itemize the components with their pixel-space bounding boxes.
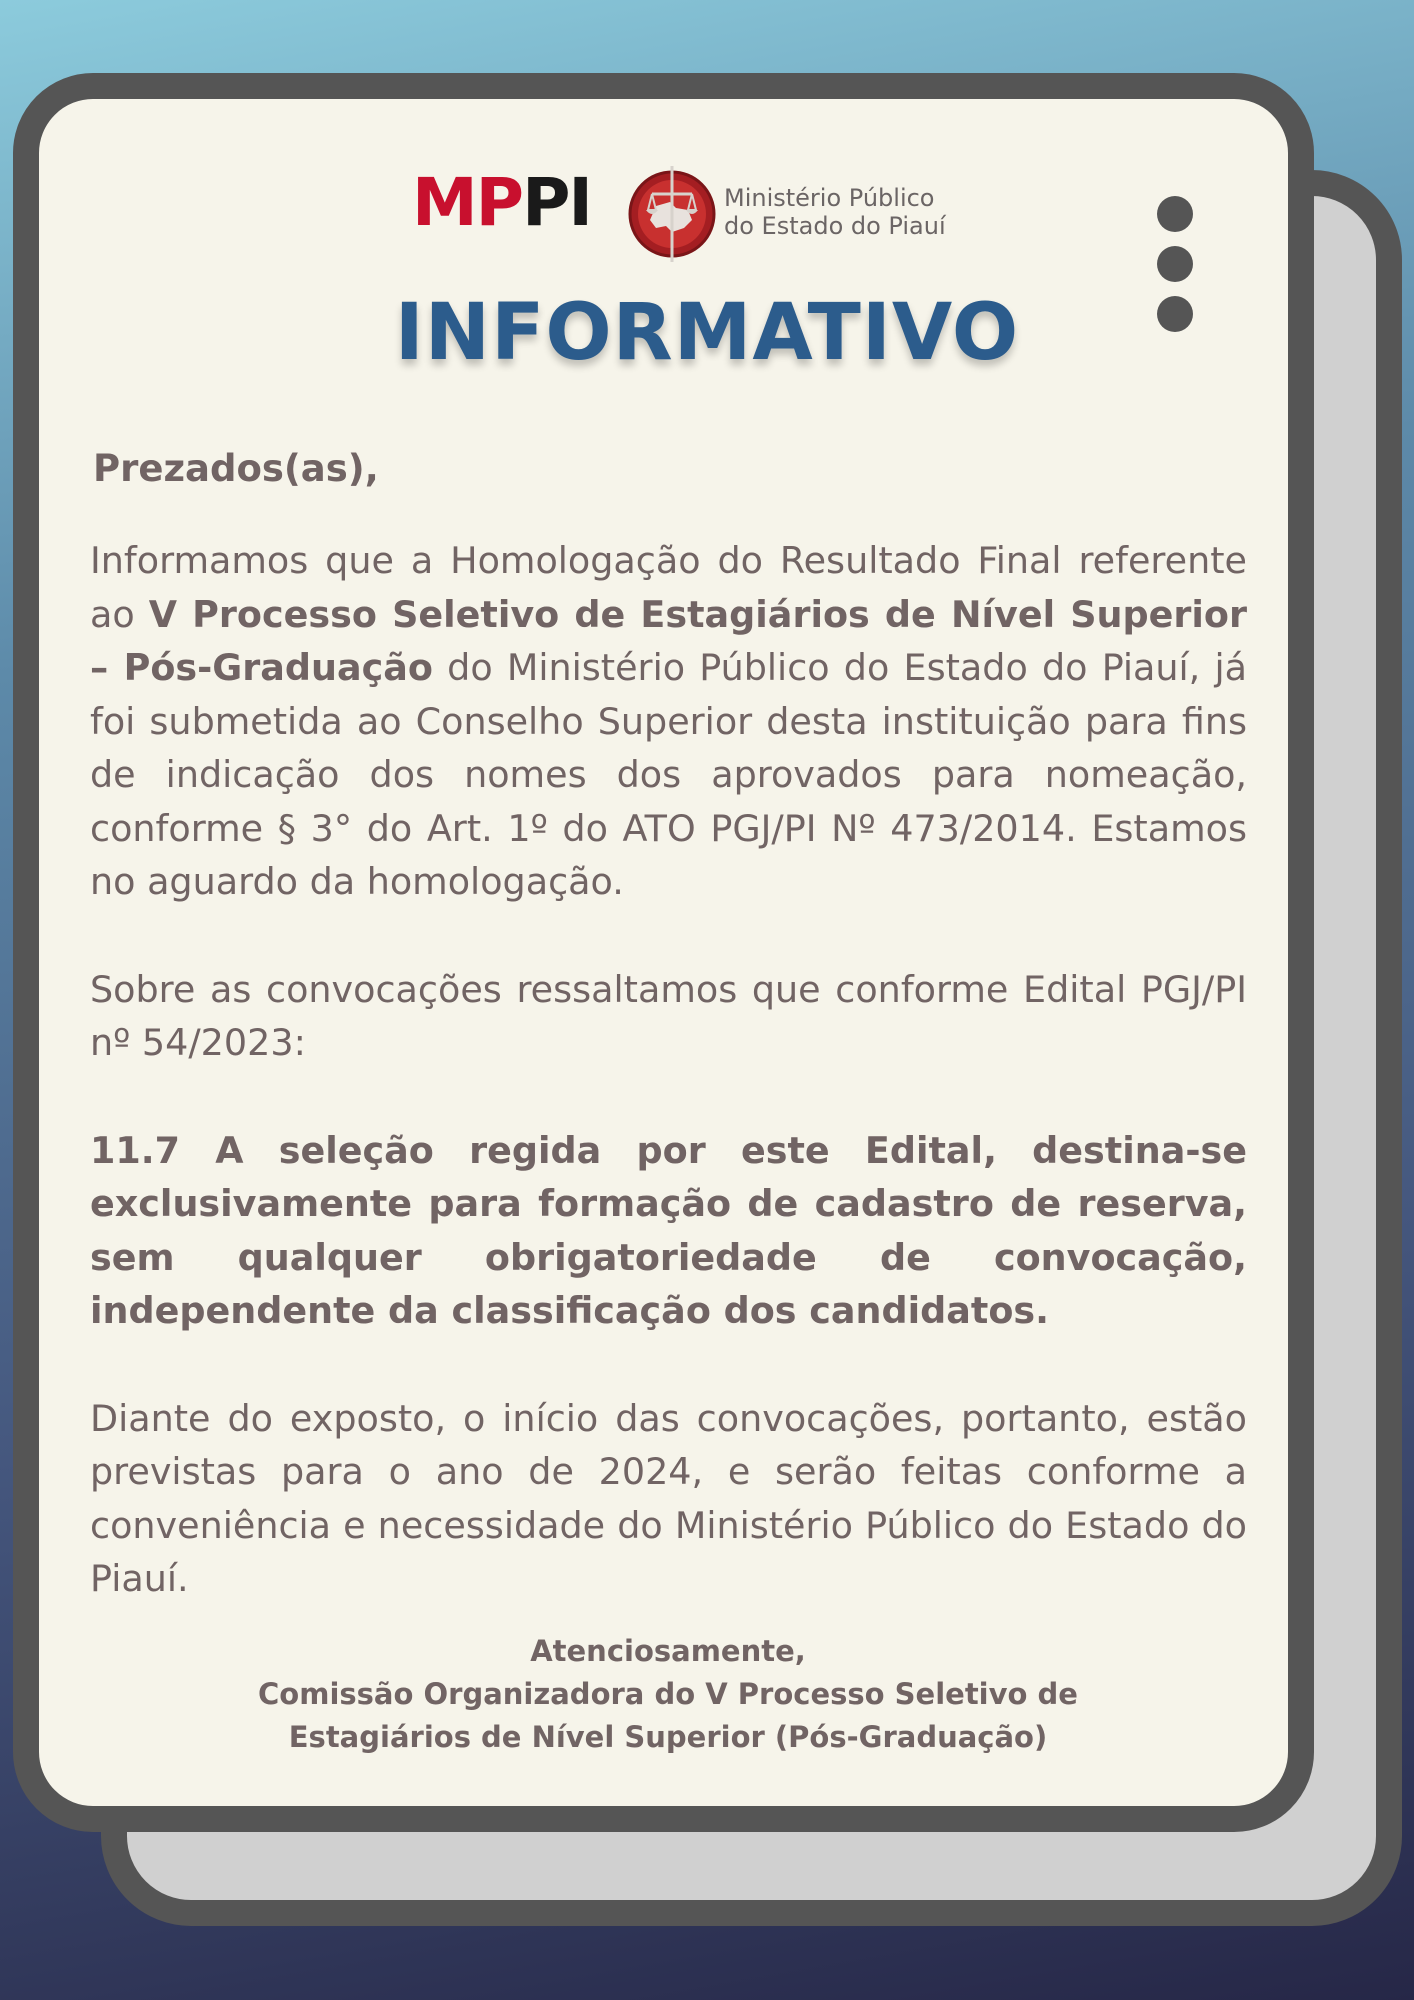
paragraph1-text: Informamos que a Homologação do Resultado Final referente ao — [90, 539, 1247, 636]
mppi-logo — [412, 162, 944, 266]
logo-acronym-pi: PI — [522, 164, 591, 241]
dot — [1157, 246, 1193, 282]
logo-acronym-mp: MP — [412, 164, 523, 241]
paragraph-conclusion: Diante do exposto, o início das convocações, portanto, estão previstas para o ano de 2024, e serão feitas conforme a conveniência e necessidade do Ministério Público do Estado do Piauí. — [90, 1396, 1247, 1600]
logo-name-line2: do Estado do Piauí — [724, 212, 946, 240]
closing: Atenciosamente, — [530, 1634, 806, 1668]
page-title: INFORMATIVO — [394, 288, 1020, 378]
signature-line1: Comissão Organizadora do V Processo Seletivo de — [258, 1677, 1078, 1711]
paragraph-homologation — [90, 534, 1247, 909]
signature-block — [0, 1630, 1336, 1759]
logo-institution-name — [724, 184, 946, 240]
process-name: V Processo Seletivo de Estagiários de Nível Superior – Pós-Graduação — [90, 592, 1247, 689]
notice-body — [90, 440, 1247, 1606]
paragraph-convocations: Sobre as convocações ressaltamos que conforme Edital PGJ/PI nº 54/2023: — [90, 967, 1247, 1064]
signature-line2: Estagiários de Nível Superior (Pós-Graduação) — [288, 1720, 1048, 1754]
edital-clause: 11.7 A seleção regida por este Edital, destina-se exclusivamente para formação de cadastro de reserva, sem qualquer obrigatoriedade de convocação, independente da classificação dos candidatos. — [90, 1128, 1247, 1332]
logo-acronym — [412, 164, 591, 241]
dot — [1157, 196, 1193, 232]
logo-name-line1: Ministério Público — [724, 184, 935, 212]
greeting: Prezados(as), — [93, 447, 379, 490]
paragraph1-text-cont: do Ministério Público do Estado do Piauí, já foi submetida ao Conselho Superior desta instituição para fins de indicação dos nomes dos aprovados para nomeação, conforme § 3° do Art. 1º do ATO PGJ/PI Nº 473/2014. Estamos no aguardo da homologação. — [90, 646, 1247, 903]
seal-icon — [626, 162, 718, 266]
